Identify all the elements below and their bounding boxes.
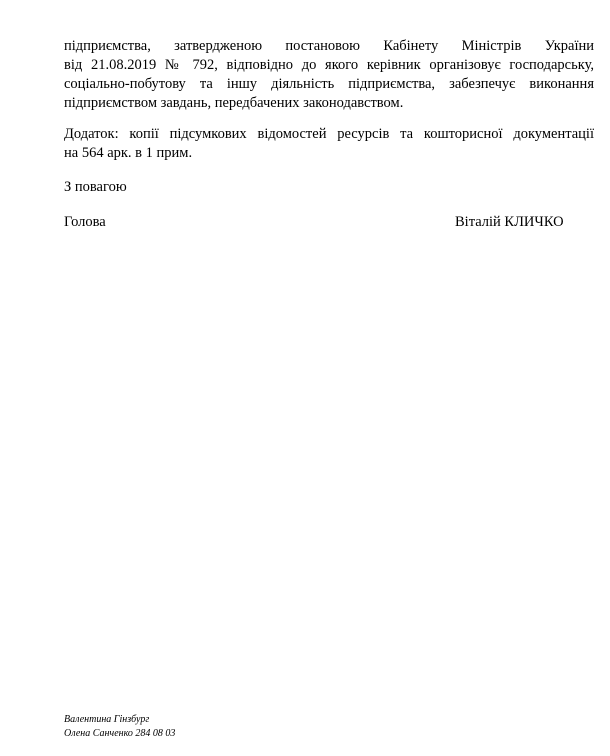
closing-greeting: З повагою xyxy=(64,179,127,195)
signatory-position: Голова xyxy=(64,214,106,230)
body-paragraph xyxy=(64,37,594,113)
attachment-line: Додаток: копії підсумкових відомостей ресурсів та кошторисної документації xyxy=(64,126,594,142)
attachment-note xyxy=(64,125,594,163)
attachment-line: на 564 арк. в 1 прим. xyxy=(64,145,193,161)
signatory-name: Віталій КЛИЧКО xyxy=(455,214,564,230)
executor-line: Олена Санченко 284 08 03 xyxy=(64,728,176,739)
paragraph-line: соціально-побутову та іншу діяльність підприємства, забезпечує виконання xyxy=(64,76,594,92)
executor-line: Валентина Гінзбург xyxy=(64,714,150,725)
paragraph-line: підприємством завдань, передбачених законодавством. xyxy=(64,95,404,111)
paragraph-line: від 21.08.2019 № 792, відповідно до якого керівник організовує господарську, xyxy=(64,57,594,73)
paragraph-line: підприємства, затвердженою постановою Кабінету Міністрів України xyxy=(64,38,594,54)
